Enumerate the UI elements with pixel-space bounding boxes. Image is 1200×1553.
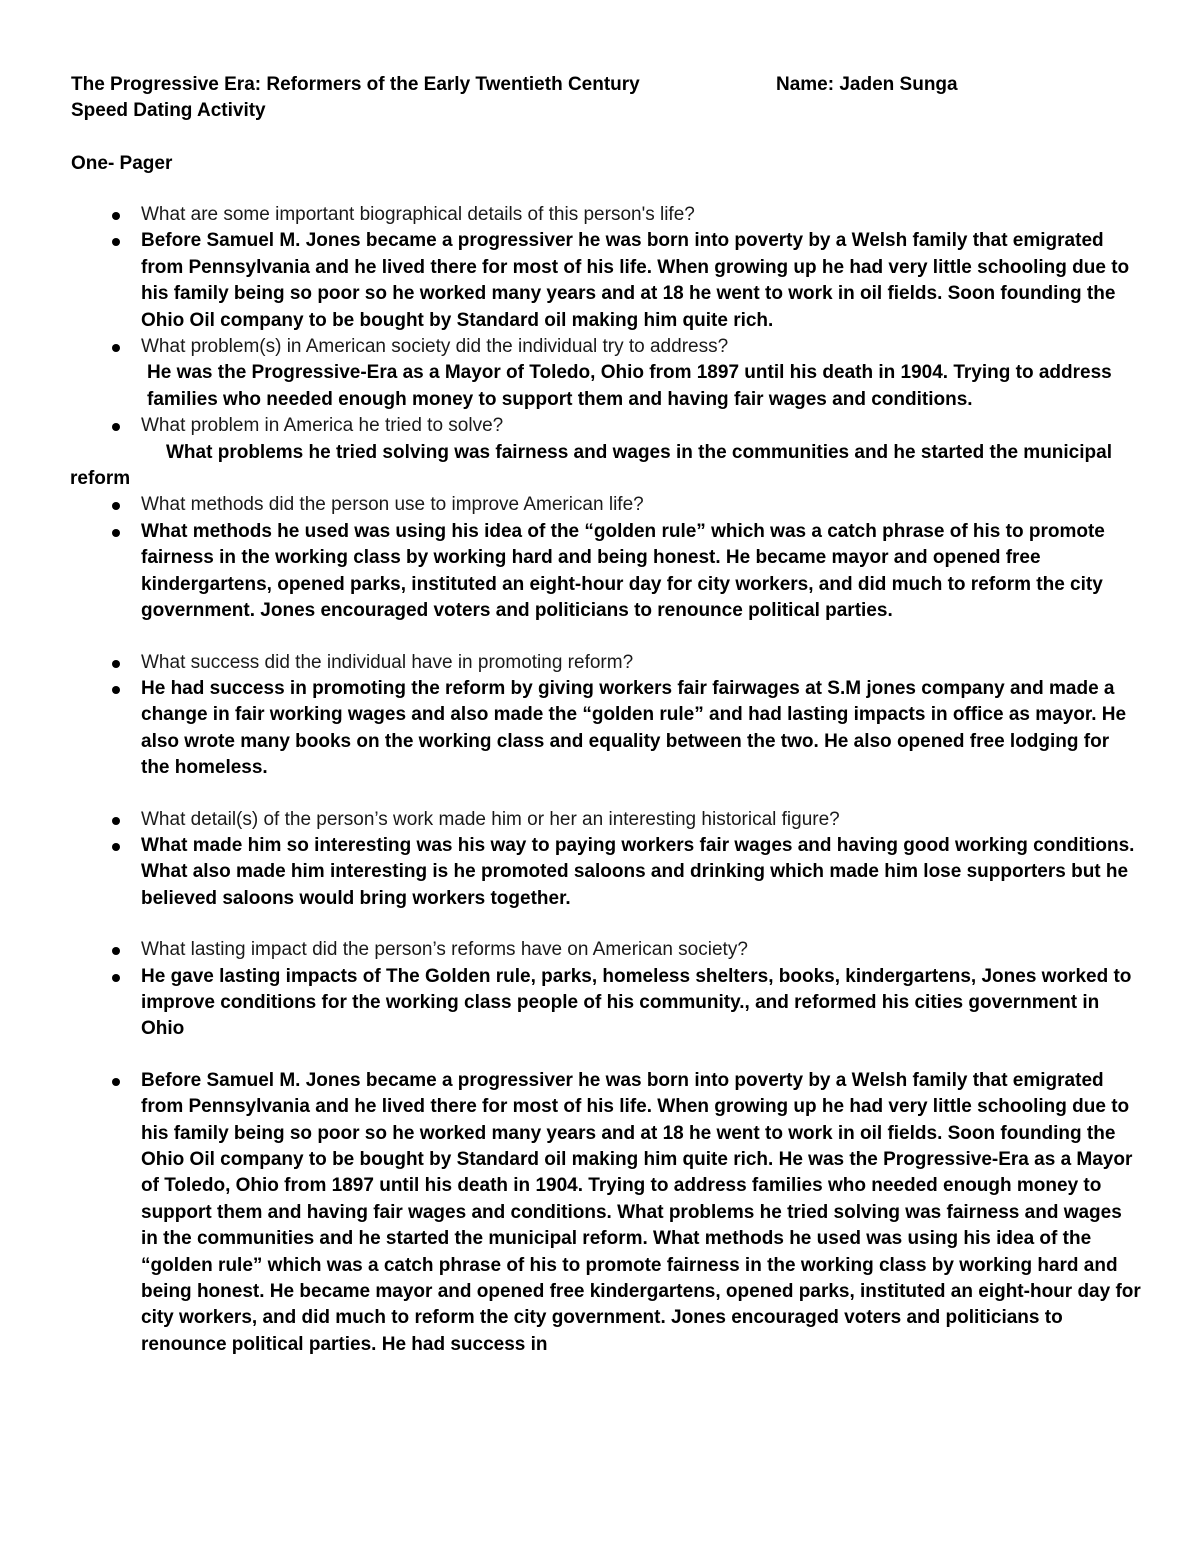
spacer (71, 782, 1141, 807)
spacer (71, 625, 1141, 650)
bullet-icon (112, 843, 120, 851)
spacer (71, 1043, 1141, 1068)
bullet-icon (112, 947, 120, 955)
answer-text: What methods he used was using his idea of the “golden rule” which was a catch phrase of his to promote fairness in the working class by working hard and being honest. He became mayor and opened free kindergartens, opened parks, instituted an eight-hour day for city workers, and did much to reform the city government. Jones encouraged voters and politicians to renounce political parties. (141, 520, 1105, 622)
bullet-icon (112, 529, 120, 537)
bullet-icon (112, 502, 120, 510)
question-text: What methods did the person use to improve American life? (141, 494, 644, 516)
spacer (71, 912, 1141, 937)
answer-text: What made him so interesting was his way to paying workers fair wages and having good working conditions. What also made him interesting is he promoted saloons and drinking which made him lose supporters but he believed saloons would bring workers together. (141, 834, 1135, 909)
answer-text: He had success in promoting the reform by giving workers fair fairwages at S.M jones company and made a change in fair working wages and also made the “golden rule” and had lasting impacts in office as mayor. He also wrote many books on the working class and equality between the two. He also opened free lodging for the homeless. (141, 677, 1127, 779)
list-item (71, 676, 1141, 782)
bullet-icon (112, 660, 120, 668)
question-text: What detail(s) of the person’s work made him or her an interesting historical figure? (141, 808, 840, 830)
document-title: The Progressive Era: Reformers of the Early Twentieth Century (71, 74, 640, 95)
list-item (71, 1068, 1141, 1358)
activity-subtitle: Speed Dating Activity (71, 100, 266, 121)
bullet-icon (112, 974, 120, 982)
bullet-icon (112, 238, 120, 246)
question-text: What problem(s) in American society did the individual try to address? (141, 336, 729, 358)
list-item (71, 413, 1141, 439)
list-item (71, 964, 1141, 1043)
list-item (71, 519, 1141, 625)
list-item (71, 807, 1141, 833)
list-item (71, 650, 1141, 676)
summary-text: Before Samuel M. Jones became a progressiver he was born into poverty by a Welsh family that emigrated from Pennsylvania and he lived there for most of his life. When growing up he had very little schooling due to his family being so poor so he worked many years and at 18 he went to work in oil fields. Soon founding the Ohio Oil company to be bought by Standard oil making him quite rich. He was the Progressive-Era as a Mayor of Toledo, Ohio from 1897 until his death in 1904. Trying to address families who needed enough money to support them and having fair wages and conditions. What problems he tried solving was fairness and wages in the communities and he started the municipal reform. What methods he used was using his idea of the “golden rule” which was a catch phrase of his to promote fairness in the working class by working hard and being honest. He became mayor and opened free kindergartens, opened parks, instituted an eight-hour day for city workers, and did much to reform the city government. Jones encouraged voters and politicians to renounce political parties. He had success in (141, 1069, 1141, 1355)
list-item (71, 492, 1141, 518)
answer-text: He gave lasting impacts of The Golden rule, parks, homeless shelters, books, kindergartens, Jones worked to improve conditions for the working class people of his community., and reformed his cities government in Ohio (141, 965, 1132, 1040)
question-text: What problem in America he tried to solve? (141, 415, 504, 437)
bullet-icon (112, 423, 120, 431)
question-list (71, 202, 1141, 1358)
student-name: Name: Jaden Sunga (776, 74, 958, 95)
bullet-icon (112, 344, 120, 352)
list-item (71, 833, 1141, 912)
bullet-icon (112, 1078, 120, 1086)
list-item (71, 334, 1141, 360)
list-item (71, 202, 1141, 228)
question-text: What success did the individual have in promoting reform? (141, 651, 634, 673)
list-item (71, 937, 1141, 963)
question-text: What are some important biographical details of this person's life? (141, 204, 695, 225)
list-item (71, 228, 1141, 334)
answer-text: He was the Progressive-Era as a Mayor of Toledo, Ohio from 1897 until his death in 1904. Trying to address families who needed enough money to support them and having fair wages and conditions. (147, 362, 1112, 410)
answer-text: Before Samuel M. Jones became a progressiver he was born into poverty by a Welsh family that emigrated from Pennsylvania and he lived there for most of his life. When growing up he had very little schooling due to his family being so poor so he worked many years and at 18 he went to work in oil fields. Soon founding the Ohio Oil company to be bought by Standard oil making him quite rich. (141, 230, 1130, 331)
answer-text: What problems he tried solving was fairness and wages in the communities and he started the municipal reform (70, 441, 1112, 490)
bullet-icon (112, 212, 120, 220)
section-heading: One- Pager (71, 153, 173, 174)
question-text: What lasting impact did the person’s reforms have on American society? (141, 939, 748, 961)
bullet-icon (112, 817, 120, 825)
bullet-icon (112, 686, 120, 694)
